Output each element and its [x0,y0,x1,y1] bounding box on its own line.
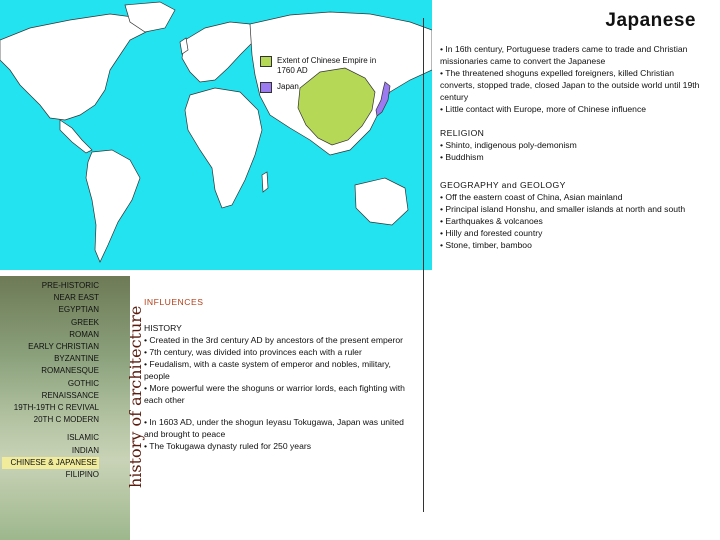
religion-heading: RELIGION [440,128,485,138]
australia-landmass [355,178,408,225]
map-legend [260,56,380,99]
history-item: • More powerful were the shoguns or warrior lords, each fighting with each other [144,383,405,405]
nav-item-greek[interactable]: GREEK [70,317,99,327]
nav-item-islamic[interactable]: ISLAMIC [66,433,99,443]
nav-item-chinese-japanese[interactable]: CHINESE & JAPANESE [2,457,99,469]
legend-label-japan: Japan [277,82,299,91]
africa-landmass [185,88,262,208]
column-divider [423,18,424,512]
nav-item-near-east[interactable]: NEAR EAST [53,293,99,303]
later-history-item: • The Tokugawa dynasty ruled for 250 years [144,441,312,451]
nav-item-romanesque[interactable]: ROMANESQUE [41,366,99,376]
nav-item-gothic[interactable]: GOTHIC [67,378,99,388]
history-item: • Feudalism, with a caste system of emperor and nobles, military, people [144,359,391,381]
religion-item: • Buddhism [440,152,484,162]
nav-item-filipino[interactable]: FILIPINO [65,470,99,480]
nav-item-pre-historic[interactable]: PRE-HISTORIC [41,281,99,290]
nav-item-indian[interactable]: INDIAN [71,445,99,455]
right-column [440,43,706,251]
history-item: • Created in the 3rd century AD by ancestors of the present emperor [144,335,404,345]
nav-item-byzantine[interactable]: BYZANTINE [54,354,99,364]
history-of-architecture-logo [106,276,145,488]
religion-item: • Shinto, indigenous poly-demonism [440,140,577,150]
world-map [0,0,432,270]
later-history-item: • In 1603 AD, under the shogun Ieyasu Tokugawa, Japan was united and brought to peace [144,417,404,439]
south-america-landmass [86,150,140,262]
history-heading: HISTORY [144,323,182,333]
legend-swatch-japan [260,82,272,93]
nav-menu [2,280,99,481]
influences-heading: INFLUENCES [144,297,204,307]
geography-item: • Earthquakes & volcanoes [440,216,543,226]
nav-item-revival[interactable]: 19TH-19TH C REVIVAL [13,403,99,413]
intro-item: • In 16th century, Portuguese traders came to trade and Christian missionaries came to convert the Japanese [440,44,688,66]
intro-item: • Little contact with Europe, more of Chinese influence [440,104,647,114]
vertical-title-text: history of architecture [126,305,145,488]
history-item: • 7th century, was divided into provinces each with a ruler [144,347,362,357]
geography-item: • Off the eastern coast of China, Asian mainland [440,192,623,202]
nav-item-early-christian[interactable]: EARLY CHRISTIAN [28,342,99,352]
intro-item: • The threatened shoguns expelled foreigners, killed Christian converts, stopped trade, closed Japan to the outside world until 19th century [440,68,700,102]
geography-heading: GEOGRAPHY and GEOLOGY [440,180,566,190]
geography-item: • Principal island Honshu, and smaller islands at north and south [440,204,686,214]
nav-item-roman[interactable]: ROMAN [69,329,99,339]
center-column [144,296,406,452]
europe-landmass [182,22,255,82]
nav-item-renaissance[interactable]: RENAISSANCE [41,390,99,400]
legend-swatch-chinese-empire [260,56,272,67]
geography-item: • Stone, timber, bamboo [440,240,532,250]
legend-item-japan [260,82,380,93]
page-title: Japanese [605,10,696,31]
geography-item: • Hilly and forested country [440,228,543,238]
madagascar-landmass [262,172,268,192]
north-america-landmass [0,14,150,120]
legend-label-chinese-empire: Extent of Chinese Empire in 1760 AD [277,56,377,75]
world-map-drawing [0,0,432,270]
legend-item-chinese-empire [260,56,380,76]
nav-item-egyptian[interactable]: EGYPTIAN [58,305,99,315]
central-america-landmass [60,120,92,153]
nav-item-modern[interactable]: 20TH C MODERN [33,415,99,425]
